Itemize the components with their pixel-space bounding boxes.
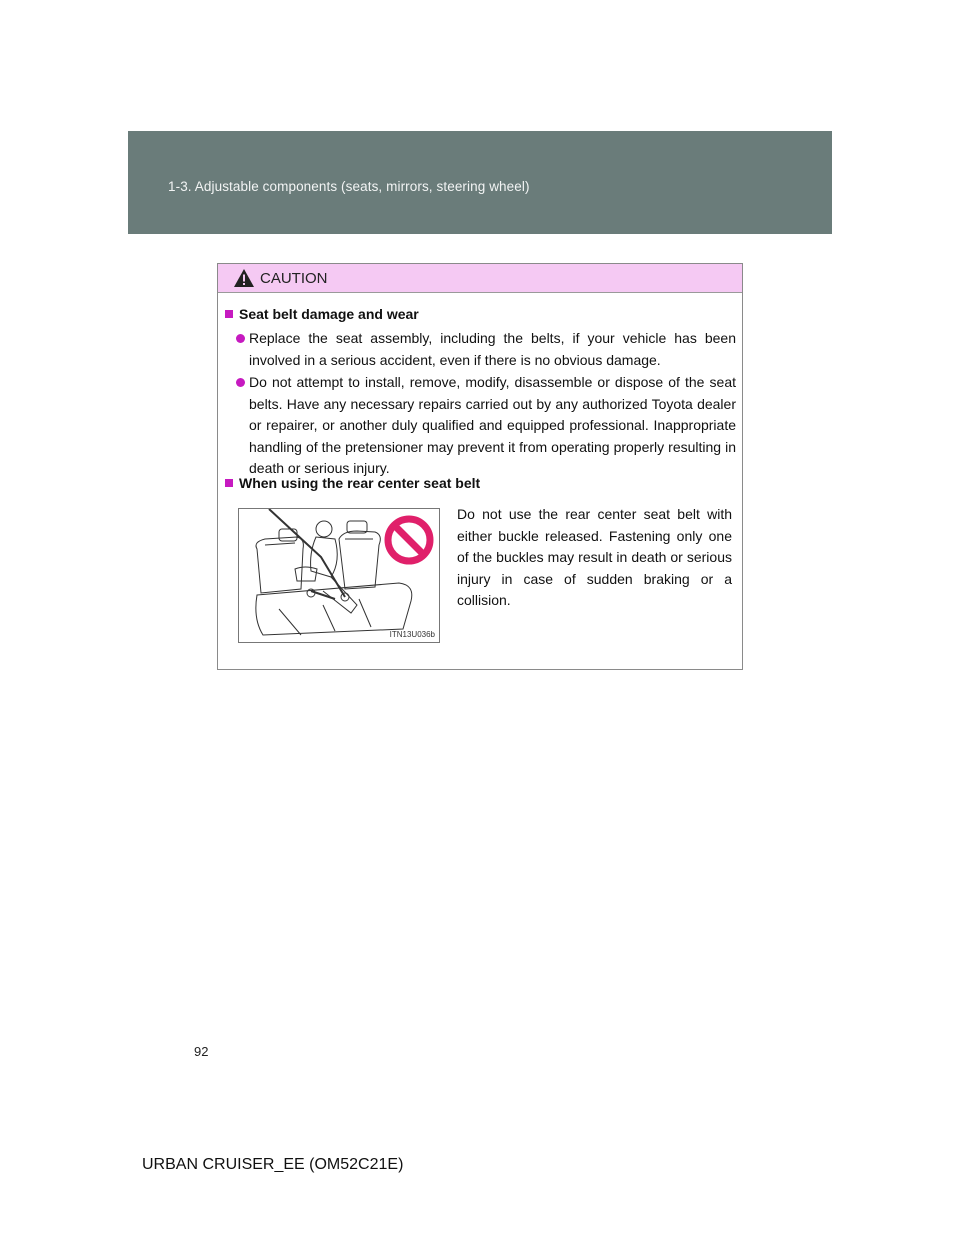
warning-triangle-icon <box>233 268 255 288</box>
list-item: Do not attempt to install, remove, modify, disassemble or dispose of the seat belts. Have any necessary repairs carried out by any authorized Toyota dealer or repairer, or another duly qualified and equipped professional. Inappropriate handling of the pretensioner may prevent it from operating properly resulting in death or serious injury. <box>236 372 736 480</box>
section-heading-rear-center: When using the rear center seat belt <box>225 475 480 491</box>
breadcrumb: 1-3. Adjustable components (seats, mirrors, steering wheel) <box>168 179 530 194</box>
figure-caption: ITN13U036b <box>389 630 435 639</box>
square-bullet-icon <box>225 310 233 318</box>
caution-header <box>218 264 742 293</box>
page-number: 92 <box>194 1044 209 1059</box>
rear-center-belt-warning: Do not use the rear center seat belt with either buckle released. Fastening only one of the buckles may result in death or serious injury in case of sudden braking or a collision. <box>457 506 732 608</box>
round-bullet-icon <box>236 378 245 387</box>
section-heading-damage: Seat belt damage and wear <box>225 306 419 322</box>
square-bullet-icon <box>225 479 233 487</box>
caution-title: CAUTION <box>260 270 328 287</box>
header-bar <box>128 131 832 234</box>
footer-model-code: URBAN CRUISER_EE (OM52C21E) <box>142 1156 404 1173</box>
round-bullet-icon <box>236 334 245 343</box>
caution-box <box>217 263 743 670</box>
prohibition-sign-icon <box>383 514 435 566</box>
list-item: Replace the seat assembly, including the belts, if your vehicle has been involved in a serious accident, even if there is no obvious damage. <box>236 328 736 371</box>
